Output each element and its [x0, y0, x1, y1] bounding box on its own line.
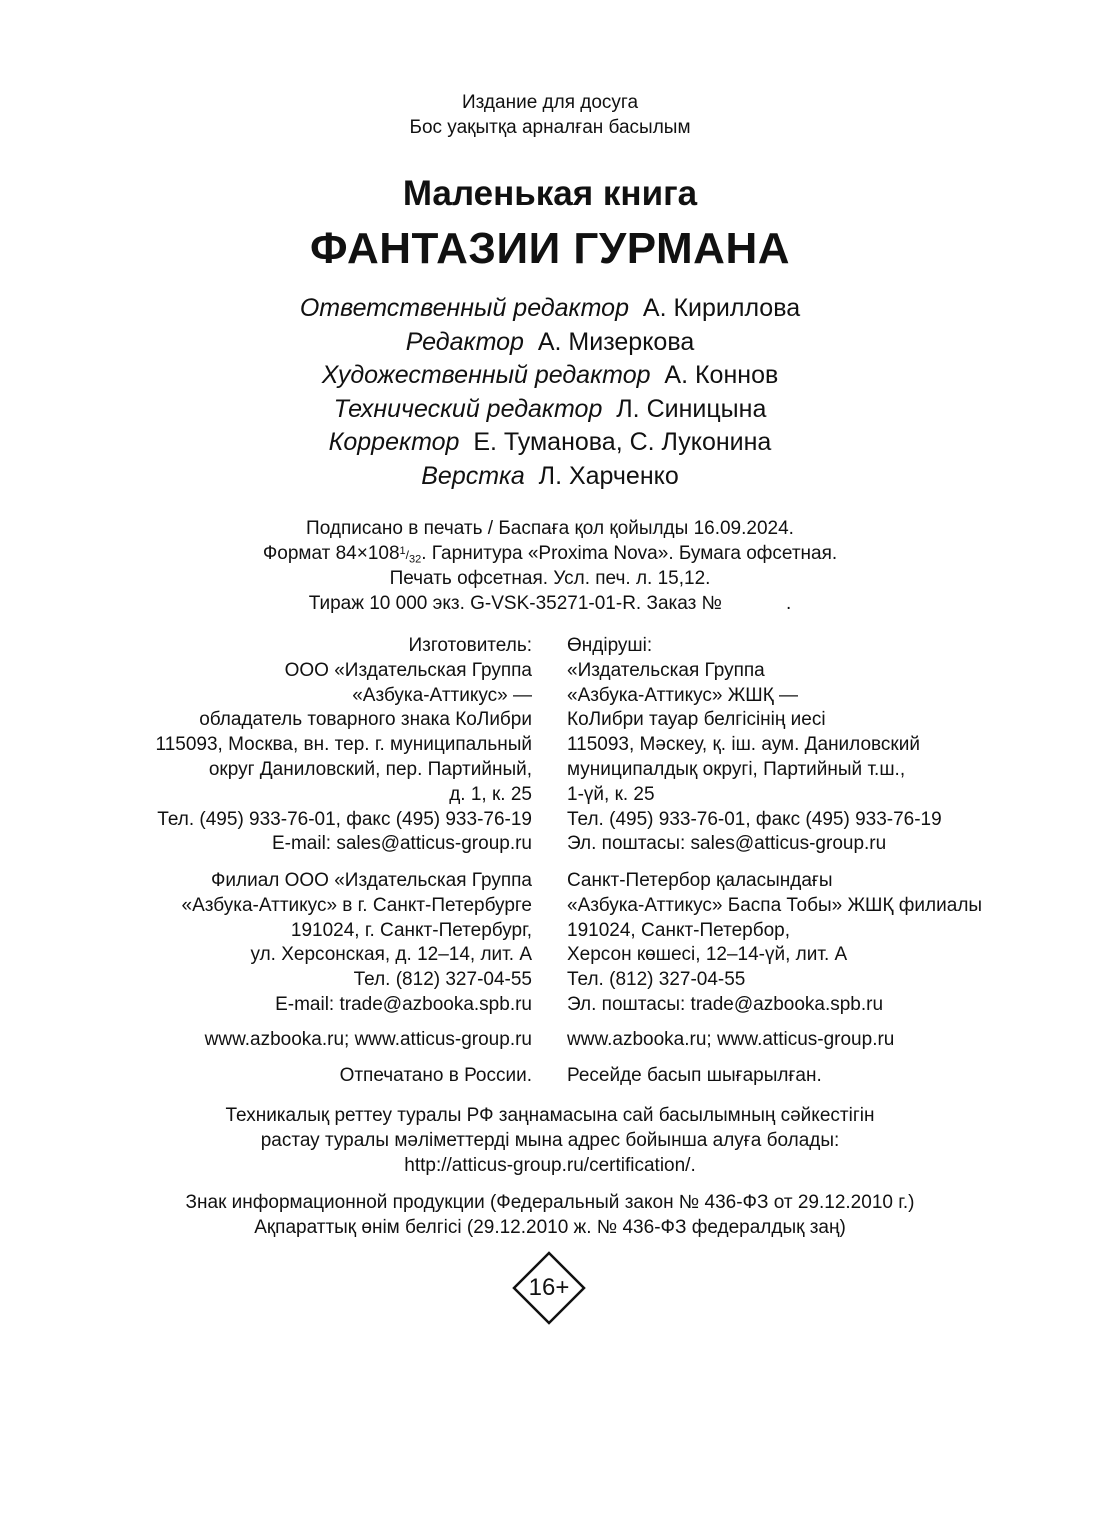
- manufacturer-kz-line: муниципалдық округі, Партийный т.ш.,: [567, 758, 906, 780]
- credit-line: [0, 292, 1100, 326]
- branch-ru-line: Тел. (812) 327-04-55: [353, 969, 532, 991]
- branch-kz-line: 191024, Санкт-Петербор,: [567, 919, 791, 941]
- manufacturer-kz-line: 1-үй, к. 25: [567, 783, 655, 805]
- manufacturer-kz-line: КоЛибри тауар белгісінің иесі: [567, 709, 826, 731]
- manufacturer-ru-line: обладатель товарного знака КоЛибри: [199, 709, 532, 731]
- credit-role: Технический редактор: [333, 394, 603, 423]
- credit-line: [0, 326, 1100, 360]
- manufacturer-ru-email: E-mail: sales@atticus-group.ru: [271, 833, 532, 855]
- series-title: Маленькая книга: [402, 174, 698, 213]
- law-line-kz: Ақпараттық өнім белгісі (29.12.2010 ж. № 436-ФЗ федералдық заң): [254, 1217, 846, 1238]
- manufacturer-ru-line: округ Даниловский, пер. Партийный,: [208, 758, 532, 780]
- manufacturer-ru-line: 115093, Москва, вн. тер. г. муниципальный: [155, 734, 532, 756]
- credit-line: [0, 426, 1100, 460]
- credit-name: Л. Харченко: [538, 461, 679, 490]
- credit-name: Л. Синицына: [616, 394, 767, 423]
- branch-kz-line: Санкт-Петербор қаласындағы: [567, 870, 833, 891]
- age-rating-label: 16+: [528, 1274, 570, 1301]
- manufacturer-kz-line: «Издательская Группа: [567, 659, 765, 681]
- format-prefix: Формат 84×108: [262, 542, 400, 564]
- credit-role: Верстка: [421, 461, 525, 490]
- certification-url: http://atticus-group.ru/certification/.: [404, 1155, 696, 1176]
- credit-line: [0, 393, 1100, 427]
- manufacturer-kz: [567, 634, 1037, 857]
- credit-role: Ответственный редактор: [299, 294, 629, 322]
- signed-date: Подписано в печать / Баспаға қол қойылды 16.09.2024.: [306, 518, 794, 539]
- manufacturer-ru-line: Изготовитель:: [408, 635, 532, 656]
- branch-kz-line: Херсон көшесі, 12–14-үй, лит. А: [567, 944, 848, 966]
- credit-name: А. Коннов: [664, 361, 779, 389]
- certification-line: растау туралы мәліметтерді мына адрес бойынша алуға болады:: [260, 1130, 840, 1151]
- age-rating-badge: [511, 1250, 587, 1326]
- print-run: [0, 592, 1100, 617]
- printed-in-ru: Отпечатано в России.: [339, 1065, 532, 1086]
- manufacturer-ru-line: «Азбука-Аттикус» —: [352, 684, 532, 706]
- credit-name: А. Мизеркова: [537, 327, 695, 356]
- branch-kz-line: Тел. (812) 327-04-55: [567, 969, 746, 991]
- edition-header: [0, 90, 1100, 140]
- manufacturer-kz-line: Тел. (495) 933-76-01, факс (495) 933-76-19: [567, 808, 942, 830]
- manufacturer-kz-line: «Азбука-Аттикус» ЖШҚ —: [567, 684, 799, 706]
- branch-ru-line: 191024, г. Санкт-Петербург,: [290, 919, 532, 941]
- credit-name: Е. Туманова, С. Луконина: [473, 428, 772, 456]
- print-run-end: .: [785, 592, 792, 614]
- manufacturer-ru-line: ООО «Издательская Группа: [284, 659, 532, 681]
- credit-role: Редактор: [405, 327, 524, 356]
- credits-list: [0, 292, 1100, 493]
- manufacturer-ru-line: д. 1, к. 25: [449, 783, 532, 805]
- format-line: [0, 542, 1100, 568]
- manufacturer-ru: [72, 634, 532, 857]
- manufacturer-kz-email: Эл. поштасы: sales@atticus-group.ru: [567, 833, 887, 855]
- manufacturer-kz-line: Өндіруші:: [567, 635, 653, 656]
- print-details: [0, 517, 1100, 616]
- branch-kz-email: Эл. поштасы: trade@azbooka.spb.ru: [567, 993, 884, 1015]
- branch-ru-line: ул. Херсонская, д. 12–14, лит. А: [250, 944, 532, 966]
- print-type: Печать офсетная. Усл. печ. л. 15,12.: [389, 568, 711, 589]
- format-fraction: $^1/_{32}$: [399, 544, 422, 565]
- branch-ru-line: «Азбука-Аттикус» в г. Санкт-Петербурге: [181, 894, 532, 916]
- format-suffix: . Гарнитура «Proxima Nova». Бумага офсетная.: [421, 542, 838, 564]
- credit-name: А. Кириллова: [642, 294, 801, 322]
- branch-kz-line: «Азбука-Аттикус» Баспа Тобы» ЖШҚ филиалы: [567, 894, 983, 916]
- branch-ru-email: E-mail: trade@azbooka.spb.ru: [275, 993, 532, 1015]
- book-title: ФАНТАЗИИ ГУРМАНА: [310, 224, 790, 273]
- credit-line: [0, 460, 1100, 494]
- print-run-text: Тираж 10 000 экз. G-VSK-35271-01-R. Заказ №: [308, 592, 722, 614]
- websites-kz: www.azbooka.ru; www.atticus-group.ru: [567, 1029, 895, 1050]
- manufacturer-kz-line: 115093, Мәскеу, қ. іш. аум. Даниловский: [567, 734, 920, 756]
- branch-kz: [567, 869, 1037, 1018]
- websites-ru: www.azbooka.ru; www.atticus-group.ru: [204, 1029, 532, 1050]
- certification-line: Техникалық реттеу туралы РФ заңнамасына сай басылымның сәйкестігін: [225, 1105, 875, 1126]
- branch-ru-line: Филиал ООО «Издательская Группа: [210, 870, 532, 891]
- format-numerator: 1: [399, 544, 406, 557]
- information-product-sign: [0, 1190, 1100, 1240]
- law-line-ru: Знак информационной продукции (Федеральный закон № 436-ФЗ от 29.12.2010 г.): [185, 1192, 915, 1213]
- credit-role: Корректор: [328, 428, 460, 456]
- edition-note-ru: Издание для досуга: [461, 92, 639, 113]
- printed-in-kz: Ресейде басып шығарылған.: [567, 1065, 822, 1086]
- branch-ru: [72, 869, 532, 1018]
- credit-line: [0, 359, 1100, 393]
- edition-note-kz: Бос уақытқа арналған басылым: [409, 117, 691, 138]
- certification-note: [0, 1103, 1100, 1178]
- format-denominator: 32: [408, 552, 422, 565]
- manufacturer-ru-line: Тел. (495) 933-76-01, факс (495) 933-76-19: [157, 808, 532, 830]
- credit-role: Художественный редактор: [321, 361, 651, 389]
